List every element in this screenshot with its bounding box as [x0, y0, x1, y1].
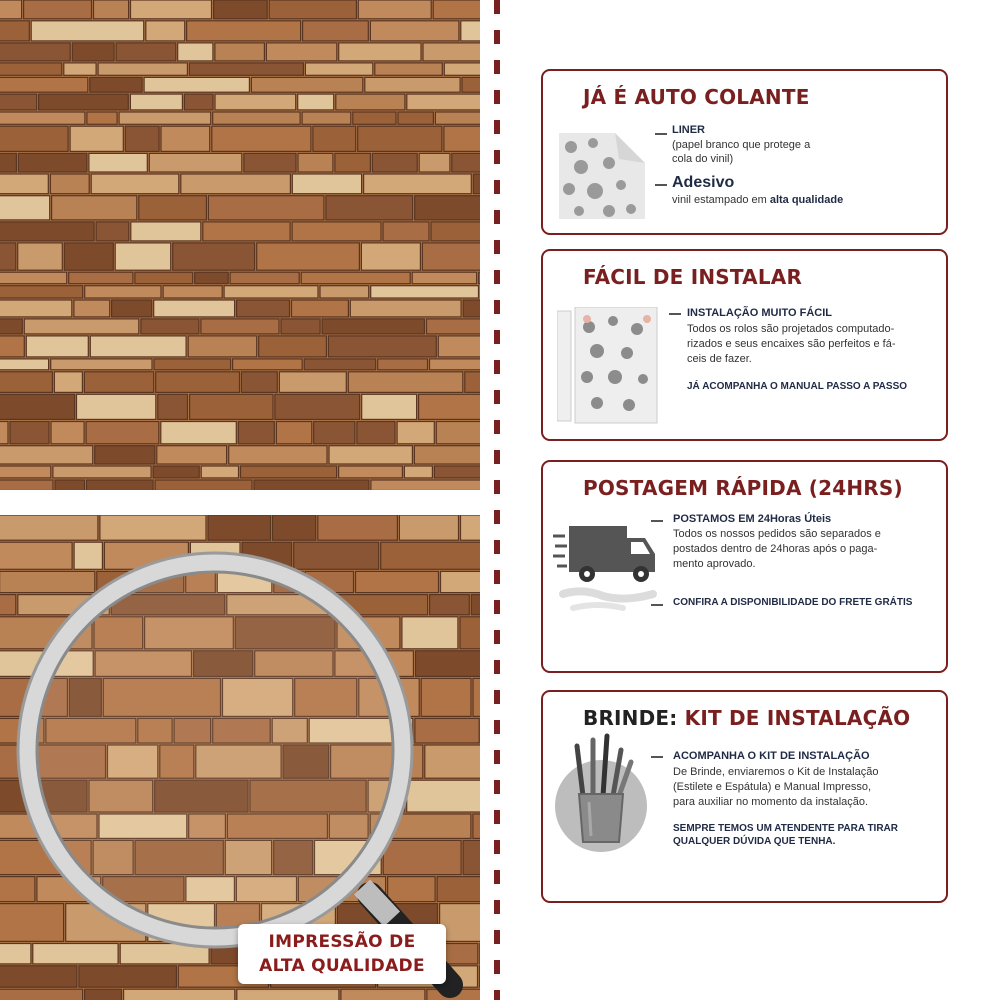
stone-brick [0, 63, 62, 75]
stone-brick [184, 94, 213, 110]
stone-brick [90, 336, 186, 357]
stone-brick [146, 21, 185, 41]
card-title: JÁ É AUTO COLANTE [583, 85, 810, 109]
stone-brick [473, 814, 480, 838]
stone-brick [398, 112, 433, 124]
stone-brick [181, 174, 291, 194]
stone-brick [302, 112, 351, 124]
stone-brick [94, 0, 129, 19]
stone-brick [269, 0, 356, 19]
stone-brick [414, 446, 480, 464]
stone-brick [298, 153, 333, 172]
stone-brick [0, 877, 35, 902]
stone-brick [55, 480, 85, 490]
stone-brick [430, 595, 470, 615]
stone-brick [31, 21, 144, 41]
stone-brick [70, 126, 123, 151]
stone-brick [241, 466, 337, 478]
stone-brick [371, 480, 480, 490]
stone-brick [0, 595, 16, 615]
stone-brick [356, 571, 439, 592]
stone-brick [434, 466, 480, 478]
caption-line-2: ALTA QUALIDADE [259, 956, 425, 976]
stone-brick [276, 422, 311, 444]
stone-brick [230, 272, 299, 284]
stone-brick [461, 21, 480, 41]
card-title: POSTAGEM RÁPIDA (24HRS) [583, 476, 903, 500]
stone-brick [39, 94, 129, 110]
stone-brick [135, 272, 193, 284]
stone-brick [86, 422, 159, 444]
stone-brick [348, 372, 463, 393]
stone-brick [421, 678, 471, 716]
stone-brick [79, 966, 176, 987]
stone-brick [304, 359, 376, 370]
stone-brick [238, 422, 274, 444]
gift-title-dark: BRINDE: [583, 706, 678, 730]
stone-brick [161, 422, 237, 444]
stone-brick [416, 651, 481, 677]
stone-brick [329, 446, 412, 464]
stone-brick [0, 359, 49, 370]
stone-brick [139, 196, 207, 220]
stone-brick [157, 446, 227, 464]
stone-brick [419, 153, 450, 172]
dashed-divider [494, 0, 500, 1000]
stone-brick [0, 422, 8, 444]
stone-brick [188, 336, 257, 357]
stone-brick [96, 222, 129, 241]
wallpaper-roll-icon [557, 307, 661, 425]
stone-brick [26, 336, 88, 357]
stone-brick [350, 300, 461, 317]
stone-brick [254, 480, 369, 490]
stone-brick [0, 153, 16, 172]
stone-brick [0, 174, 48, 194]
stone-brick [358, 0, 431, 19]
stone-brick [84, 372, 153, 393]
stone-brick [301, 272, 410, 284]
stone-brick [397, 422, 434, 444]
stone-brick [77, 394, 156, 419]
stone-brick [365, 77, 460, 92]
stone-brick [303, 21, 369, 41]
stone-brick [257, 243, 360, 270]
stone-brick [52, 196, 137, 220]
stone-brick [388, 877, 436, 902]
stone-brick [339, 466, 403, 478]
stone-brick [130, 94, 182, 110]
stone-brick [91, 174, 179, 194]
stone-brick [173, 243, 255, 270]
stone-brick [465, 372, 480, 393]
stone-brick [433, 0, 480, 19]
stone-brick [292, 222, 381, 241]
stone-brick [244, 153, 296, 172]
stone-brick [214, 0, 268, 19]
stone-brick [10, 422, 49, 444]
stone-brick [0, 446, 93, 464]
stone-brick [112, 300, 152, 317]
stone-brick [383, 840, 461, 874]
stone-brick [0, 222, 94, 241]
stone-brick [125, 126, 159, 151]
stone-brick [407, 94, 480, 110]
stone-brick [480, 966, 481, 987]
vinyl-sample-icon [559, 133, 645, 219]
stone-brick [153, 466, 199, 478]
stone-brick [320, 286, 369, 298]
stone-brick [0, 966, 77, 987]
stone-brick [18, 243, 63, 270]
liner-desc-1: (papel branco que protege a [672, 139, 811, 151]
stone-brick [0, 0, 22, 19]
stone-brick [64, 243, 113, 270]
shipping-line-1: Todos os nossos pedidos são separados e [673, 528, 881, 540]
stone-brick [64, 63, 96, 75]
stone-brick [85, 286, 161, 298]
kit-line-3: para auxiliar no momento da instalação. [673, 796, 869, 808]
stone-brick [72, 43, 114, 61]
stone-brick [0, 372, 52, 393]
stone-brick [154, 359, 231, 370]
stone-brick [436, 422, 480, 444]
stone-brick [423, 43, 480, 61]
stone-brick [326, 196, 413, 220]
stone-brick [203, 222, 290, 241]
stone-brick [119, 112, 211, 124]
stone-brick [444, 126, 480, 151]
shipping-heading: POSTAMOS EM 24Horas Úteis [673, 513, 832, 525]
stone-brick [0, 989, 83, 1000]
stone-brick [305, 63, 372, 75]
stone-brick [375, 63, 443, 75]
stone-brick [201, 466, 238, 478]
stone-brick [404, 466, 432, 478]
stone-brick [431, 222, 480, 241]
delivery-truck-icon [553, 518, 659, 612]
stone-brick [100, 515, 206, 540]
stone-brick [462, 77, 480, 92]
stone-brick [158, 394, 188, 419]
install-line-3: ceis de fazer. [687, 353, 752, 365]
stone-brick [233, 359, 303, 370]
stone-brick [378, 359, 428, 370]
stone-brick [131, 0, 212, 19]
stone-brick [0, 126, 68, 151]
stone-brick [362, 394, 417, 419]
stone-brick [452, 153, 480, 172]
kit-line-1: De Brinde, enviaremos o Kit de Instalação [673, 766, 879, 778]
stone-brick [0, 272, 67, 284]
stone-brick [357, 422, 395, 444]
stone-brick [187, 21, 301, 41]
stone-brick [318, 515, 398, 540]
self-adhesive-card [541, 69, 948, 235]
stone-brick [438, 336, 480, 357]
stone-brick [87, 112, 117, 124]
stone-brick [87, 480, 154, 490]
stone-brick [339, 43, 421, 61]
stone-brick [322, 319, 424, 334]
stone-brick [208, 196, 324, 220]
free-shipping-note: CONFIRA A DISPONIBILIDADE DO FRETE GRÁTIS [673, 597, 913, 608]
stone-brick [229, 446, 327, 464]
stone-brick [18, 153, 87, 172]
stone-brick [444, 63, 480, 75]
stone-brick [24, 319, 139, 334]
stone-brick [0, 112, 85, 124]
stone-brick [473, 174, 480, 194]
stone-brick [51, 422, 84, 444]
stone-brick [353, 112, 396, 124]
stone-brick [314, 422, 355, 444]
kit-line-2: (Estilete e Espátula) e Manual Impresso, [673, 781, 872, 793]
stone-brick [328, 336, 436, 357]
liner-desc-2: cola do vinil) [672, 153, 734, 165]
stone-brick [0, 319, 22, 334]
stone-brick [292, 174, 361, 194]
stone-brick [419, 394, 480, 419]
stone-brick [251, 77, 362, 92]
stone-brick [201, 319, 279, 334]
stone-brick [412, 272, 476, 284]
stone-brick [208, 515, 271, 540]
stone-brick [281, 319, 320, 334]
stone-brick [0, 480, 53, 490]
install-line-2: rizados e seus encaixes são perfeitos e fá- [687, 338, 896, 350]
stone-brick [215, 94, 296, 110]
stone-brick [479, 272, 480, 284]
stone-brick [213, 112, 300, 124]
stone-brick [425, 745, 480, 778]
stone-brick [190, 394, 273, 419]
stone-brick [427, 319, 481, 334]
stone-brick [275, 394, 360, 419]
stone-brick [341, 989, 425, 1000]
stone-brick [0, 394, 75, 419]
stone-brick [437, 877, 480, 902]
stone-brick [402, 617, 458, 649]
stone-brick [90, 77, 142, 92]
stone-brick [215, 43, 265, 61]
stone-brick [141, 319, 199, 334]
stone-brick [335, 153, 371, 172]
stone-brick [407, 780, 480, 812]
stone-brick [298, 94, 334, 110]
stone-brick [85, 989, 122, 1000]
stone-brick [212, 126, 311, 151]
stone-brick [361, 243, 420, 270]
easy-install-card [541, 249, 948, 441]
shipping-line-2: postados dentro de 24horas após o paga- [673, 543, 878, 555]
stone-brick [0, 542, 72, 569]
stone-brick [0, 286, 83, 298]
stone-brick [237, 989, 339, 1000]
stone-brick [0, 515, 98, 540]
card-title [583, 706, 910, 730]
stone-brick [371, 286, 479, 298]
stone-brick [435, 112, 480, 124]
stone-brick [0, 43, 70, 61]
stone-brick [195, 272, 229, 284]
stone-brick [0, 336, 24, 357]
stone-brick [279, 372, 346, 393]
stone-wall-graphic [0, 0, 480, 490]
gift-kit-card [541, 690, 948, 903]
stone-brick [358, 126, 442, 151]
stone-brick [178, 43, 213, 61]
stone-brick [399, 515, 458, 540]
stone-brick [460, 617, 480, 649]
card-title: FÁCIL DE INSTALAR [583, 265, 803, 289]
stone-brick [144, 77, 249, 92]
stone-brick [461, 515, 481, 540]
adesivo-desc [672, 193, 843, 208]
stone-brick [98, 63, 187, 75]
stone-brick [156, 372, 240, 393]
stone-brick [430, 359, 481, 370]
stone-brick [0, 904, 64, 942]
stone-brick [259, 336, 327, 357]
stone-brick [0, 571, 95, 592]
stone-brick [383, 222, 429, 241]
stone-brick [155, 480, 252, 490]
stone-brick [241, 372, 277, 393]
stone-brick [69, 272, 133, 284]
stone-brick [415, 196, 480, 220]
stone-brick [54, 372, 82, 393]
stone-brick [0, 243, 16, 270]
stone-brick [463, 300, 480, 317]
stone-brick [33, 944, 118, 964]
stone-brick [336, 94, 405, 110]
stone-brick [0, 944, 31, 964]
stone-brick [50, 174, 89, 194]
stone-brick [0, 21, 29, 41]
stone-brick [473, 678, 480, 716]
stone-brick [95, 446, 155, 464]
stone-brick [149, 153, 242, 172]
stone-brick [51, 359, 152, 370]
stone-wall-photo [0, 0, 480, 490]
stone-brick [189, 63, 303, 75]
kit-heading: ACOMPANHA O KIT DE INSTALAÇÃO [673, 750, 870, 762]
stone-brick [224, 286, 318, 298]
manual-note: JÁ ACOMPANHA O MANUAL PASSO A PASSO [687, 381, 908, 392]
stone-brick [294, 542, 379, 569]
support-note-2: QUALQUER DÚVIDA QUE TENHA. [673, 836, 836, 847]
stone-brick [0, 94, 37, 110]
stone-brick [364, 174, 472, 194]
stone-brick [370, 21, 459, 41]
shipping-line-3: mento aprovado. [673, 558, 756, 570]
stone-brick [441, 571, 481, 592]
install-heading: INSTALAÇÃO MUITO FÁCIL [687, 307, 833, 319]
stone-brick [89, 153, 147, 172]
adesivo-desc-bold: alta qualidade [769, 194, 844, 206]
tool-cup-icon [549, 732, 653, 856]
stone-brick [163, 286, 222, 298]
stone-brick [463, 840, 480, 874]
stone-brick [0, 77, 88, 92]
stone-brick [74, 542, 102, 569]
stone-brick [154, 300, 235, 317]
adesivo-label: Adesivo [672, 174, 735, 191]
stone-brick [161, 126, 210, 151]
stone-brick [313, 126, 356, 151]
stone-brick [422, 243, 480, 270]
stone-brick [237, 300, 290, 317]
liner-label: LINER [672, 124, 705, 136]
stone-brick [471, 595, 480, 615]
print-quality-caption [238, 924, 446, 984]
stone-brick [53, 466, 151, 478]
stone-brick [24, 0, 92, 19]
caption-line-1: IMPRESSÃO DE [268, 932, 416, 952]
stone-brick [415, 718, 479, 743]
stone-brick [273, 515, 316, 540]
stone-brick [381, 542, 480, 569]
stone-brick [266, 43, 336, 61]
gift-title-red: KIT DE INSTALAÇÃO [677, 706, 911, 730]
stone-brick [0, 466, 51, 478]
adesivo-desc-prefix: vinil estampado em [672, 194, 770, 206]
stone-brick [0, 300, 72, 317]
stone-brick [372, 153, 417, 172]
install-line-1: Todos os rolos são projetados computado- [687, 323, 895, 335]
stone-brick [116, 43, 176, 61]
stone-brick [74, 300, 110, 317]
stone-brick [292, 300, 349, 317]
stone-brick [131, 222, 201, 241]
fast-shipping-card [541, 460, 948, 673]
stone-brick [124, 989, 235, 1000]
stone-brick [115, 243, 171, 270]
support-note-1: SEMPRE TEMOS UM ATENDENTE PARA TIRAR [673, 823, 899, 834]
stone-brick [0, 196, 50, 220]
